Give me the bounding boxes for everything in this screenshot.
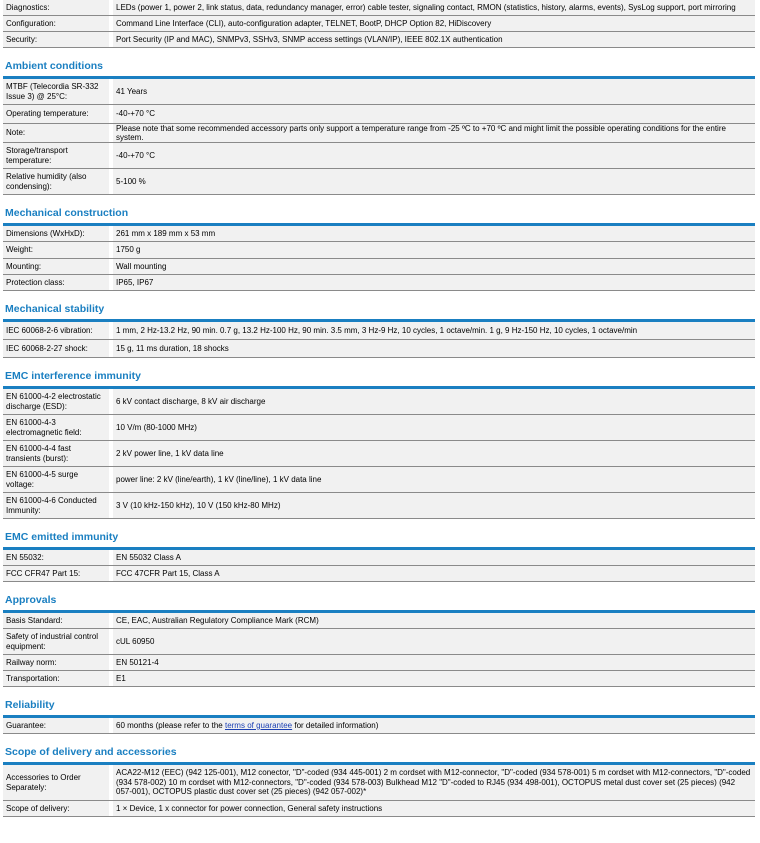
spec-label — [3, 340, 109, 357]
section-title-mechanical-construction: Mechanical construction — [5, 207, 129, 219]
spec-label — [3, 275, 109, 290]
spec-label — [3, 389, 109, 414]
spec-value-text: 41 Years — [116, 86, 148, 96]
spec-table-ambient-conditions — [3, 76, 755, 195]
spec-value-text: IP65, IP67 — [116, 277, 154, 287]
spec-label — [3, 226, 109, 241]
spec-label — [3, 143, 109, 168]
spec-label — [3, 169, 109, 194]
spec-value — [113, 389, 755, 414]
spec-label-text: EN 61000-4-5 surge voltage: — [6, 470, 79, 489]
spec-table-scope-of-delivery — [3, 762, 755, 817]
spec-label-text: EN 61000-4-6 Conducted Immunity: — [6, 496, 97, 515]
spec-row — [3, 613, 755, 629]
spec-value-text: cUL 60950 — [116, 636, 155, 646]
spec-table-emc-emitted-immunity — [3, 547, 755, 582]
spec-label — [3, 493, 109, 518]
spec-value — [113, 801, 755, 816]
spec-table-general — [3, 0, 755, 48]
spec-table-reliability — [3, 715, 755, 734]
spec-row — [3, 259, 755, 275]
spec-value — [113, 275, 755, 290]
spec-row — [3, 671, 755, 686]
spec-label-text: EN 61000-4-4 fast transients (burst): — [6, 444, 71, 463]
spec-label — [3, 629, 109, 654]
spec-row — [3, 275, 755, 290]
spec-value-text: Please note that some recommended accessory parts only support a temperature range from -25 ºC to +70 ºC and might limit the possible operating conditions for the entire system. — [116, 123, 726, 142]
spec-row — [3, 0, 755, 16]
spec-value — [113, 143, 755, 168]
spec-value — [113, 79, 755, 104]
spec-label — [3, 441, 109, 466]
spec-row — [3, 226, 755, 242]
spec-value — [113, 340, 755, 357]
spec-label-text: EN 61000-4-2 electrostatic discharge (ESD): — [6, 392, 101, 411]
spec-value-text: Command Line Interface (CLI), auto-configuration adapter, TELNET, BootP, DHCP Option 82, HiDiscovery — [116, 18, 492, 28]
spec-label-text: Configuration: — [6, 18, 56, 28]
spec-label — [3, 32, 109, 47]
spec-value — [113, 441, 755, 466]
spec-value-text: Port Security (IP and MAC), SNMPv3, SSHv3, SNMP access settings (VLAN/IP), IEEE 802.1X authentication — [116, 34, 503, 44]
spec-value — [113, 493, 755, 518]
spec-value — [113, 0, 755, 15]
spec-label-text: FCC CFR47 Part 15: — [6, 568, 81, 578]
spec-table-mechanical-stability — [3, 319, 755, 358]
spec-value-text: 261 mm x 189 mm x 53 mm — [116, 228, 216, 238]
spec-value-text: -40-+70 °C — [116, 150, 155, 160]
spec-row — [3, 765, 755, 801]
spec-value-text: 15 g, 11 ms duration, 18 shocks — [116, 343, 229, 353]
spec-label — [3, 550, 109, 565]
spec-row — [3, 16, 755, 32]
spec-label — [3, 322, 109, 339]
spec-value — [113, 322, 755, 339]
spec-row — [3, 169, 755, 194]
spec-value — [113, 550, 755, 565]
spec-label-text: EN 61000-4-3 electromagnetic field: — [6, 418, 82, 437]
spec-label-text: Railway norm: — [6, 657, 57, 667]
spec-value — [113, 124, 755, 142]
spec-value-text: 1 × Device, 1 x connector for power connection, General safety instructions — [116, 803, 383, 813]
spec-label — [3, 765, 109, 800]
spec-row — [3, 801, 755, 816]
spec-label-text: Safety of industrial control equipment: — [6, 632, 99, 651]
section-title-approvals: Approvals — [5, 594, 57, 606]
section-title-emc-interference-immunity: EMC interference immunity — [5, 370, 141, 382]
spec-row — [3, 32, 755, 47]
spec-value-text: ACA22-M12 (EEC) (942 125-001), M12 conector, "D"-coded (934 445-001) 2 m cordset with M12-connector, "D"-coded (934 578-001) 5 m cordset with M12-connectors, "D"-coded (934 578-002) 10 m cordset with M12-connectors, "D"-coded (934 578-003) Bulkhead M12 "D"-coded to RJ45 (934 498-001), OCTOPUS metal dust cover set (25 pieces) (942 057-001), OCTOPUS plastic dust cover set (25 pieces) (942 057-002)* — [116, 768, 751, 797]
spec-value — [113, 105, 755, 123]
spec-label-text: MTBF (Telecordia SR-332 Issue 3) @ 25°C: — [6, 82, 99, 101]
spec-value — [113, 242, 755, 258]
spec-label-text: Weight: — [6, 245, 33, 255]
spec-row — [3, 493, 755, 518]
spec-row — [3, 441, 755, 467]
spec-row — [3, 415, 755, 441]
spec-value-text: 1 mm, 2 Hz-13.2 Hz, 90 min. 0.7 g, 13.2 Hz-100 Hz, 90 min. 3.5 mm, 3 Hz-9 Hz, 10 cycles, 1 octave/min. 1 g, 9 Hz-150 Hz, 10 cycles, 1 octave/min — [116, 325, 638, 335]
spec-value-text: -40-+70 °C — [116, 109, 155, 119]
section-title-ambient-conditions: Ambient conditions — [5, 60, 103, 72]
spec-value-text: power line: 2 kV (line/earth), 1 kV (line/line), 1 kV data line — [116, 474, 322, 484]
spec-label-text: Note: — [6, 128, 26, 138]
spec-row — [3, 242, 755, 259]
spec-value — [113, 629, 755, 654]
spec-value-text: LEDs (power 1, power 2, link status, data, redundancy manager, error) cable tester, signaling contact, RMON (statistics, history, alarms, events), SysLog support, port mirroring — [116, 2, 736, 12]
spec-value-text: 5-100 % — [116, 176, 146, 186]
spec-value — [113, 169, 755, 194]
spec-label — [3, 124, 109, 142]
spec-value — [113, 718, 755, 733]
spec-label — [3, 467, 109, 492]
spec-label — [3, 655, 109, 670]
spec-row — [3, 467, 755, 493]
datasheet — [3, 0, 755, 817]
spec-value-text: Wall mounting — [116, 261, 167, 271]
spec-row — [3, 105, 755, 124]
spec-label — [3, 105, 109, 123]
spec-value — [113, 613, 755, 628]
spec-label-text: Storage/transport temperature: — [6, 146, 68, 165]
spec-value-text: EN 50121-4 — [116, 657, 159, 667]
spec-label-text: Diagnostics: — [6, 2, 50, 12]
spec-row — [3, 550, 755, 566]
spec-label — [3, 79, 109, 104]
spec-value-suffix: for detailed information) — [294, 720, 379, 730]
spec-row — [3, 124, 755, 143]
spec-value-text: 2 kV power line, 1 kV data line — [116, 448, 224, 458]
spec-label — [3, 671, 109, 686]
spec-value — [113, 655, 755, 670]
spec-value — [113, 32, 755, 47]
spec-value-text: CE, EAC, Australian Regulatory Compliance Mark (RCM) — [116, 615, 319, 625]
spec-table-approvals — [3, 610, 755, 687]
spec-label-text: Operating temperature: — [6, 109, 89, 119]
spec-label-text: Mounting: — [6, 261, 42, 271]
spec-row — [3, 143, 755, 169]
spec-value — [113, 566, 755, 581]
spec-label — [3, 242, 109, 258]
spec-label — [3, 259, 109, 274]
section-title-scope-of-delivery: Scope of delivery and accessories — [5, 746, 177, 758]
spec-row — [3, 322, 755, 340]
spec-label — [3, 16, 109, 31]
spec-label — [3, 613, 109, 628]
spec-value-text: EN 55032 Class A — [116, 552, 181, 562]
spec-label-text: EN 55032: — [6, 552, 44, 562]
spec-value-text: 10 V/m (80-1000 MHz) — [116, 422, 197, 432]
spec-label-text: Guarantee: — [6, 720, 47, 730]
spec-value-prefix: 60 months (please refer to the — [116, 720, 223, 730]
spec-label-text: Security: — [6, 34, 38, 44]
section-title-mechanical-stability: Mechanical stability — [5, 303, 105, 315]
spec-value — [113, 415, 755, 440]
spec-row — [3, 629, 755, 655]
spec-label — [3, 718, 109, 733]
spec-label — [3, 566, 109, 581]
spec-label-text: Scope of delivery: — [6, 803, 70, 813]
spec-row — [3, 79, 755, 105]
spec-label-text: Dimensions (WxHxD): — [6, 228, 85, 238]
spec-row — [3, 340, 755, 357]
spec-label-text: IEC 60068-2-27 shock: — [6, 343, 88, 353]
spec-table-mechanical-construction — [3, 223, 755, 291]
spec-value-text: FCC 47CFR Part 15, Class A — [116, 568, 220, 578]
spec-label — [3, 0, 109, 15]
spec-label-text: IEC 60068-2-6 vibration: — [6, 325, 93, 335]
spec-value — [113, 226, 755, 241]
spec-value — [113, 765, 755, 800]
spec-row — [3, 655, 755, 671]
spec-value — [113, 467, 755, 492]
spec-label-text: Relative humidity (also condensing): — [6, 172, 87, 191]
section-title-reliability: Reliability — [5, 699, 55, 711]
spec-value — [113, 259, 755, 274]
spec-value — [113, 671, 755, 686]
spec-label-text: Transportation: — [6, 673, 60, 683]
spec-row — [3, 718, 755, 733]
spec-value-text: 6 kV contact discharge, 8 kV air discharge — [116, 396, 266, 406]
spec-label-text: Protection class: — [6, 277, 65, 287]
spec-label — [3, 415, 109, 440]
spec-value — [113, 16, 755, 31]
spec-value-text: 3 V (10 kHz-150 kHz), 10 V (150 kHz-80 MHz) — [116, 500, 281, 510]
spec-row — [3, 389, 755, 415]
spec-label — [3, 801, 109, 816]
spec-value-text: E1 — [116, 673, 126, 683]
spec-label-text: Accessories to Order Separately: — [6, 773, 81, 792]
terms-of-guarantee-link[interactable]: terms of guarantee — [224, 720, 293, 730]
spec-row — [3, 566, 755, 581]
spec-label-text: Basis Standard: — [6, 615, 63, 625]
spec-value-text: 1750 g — [116, 245, 141, 255]
spec-table-emc-interference-immunity — [3, 386, 755, 519]
spec-value-text — [116, 721, 378, 731]
section-title-emc-emitted-immunity: EMC emitted immunity — [5, 531, 119, 543]
